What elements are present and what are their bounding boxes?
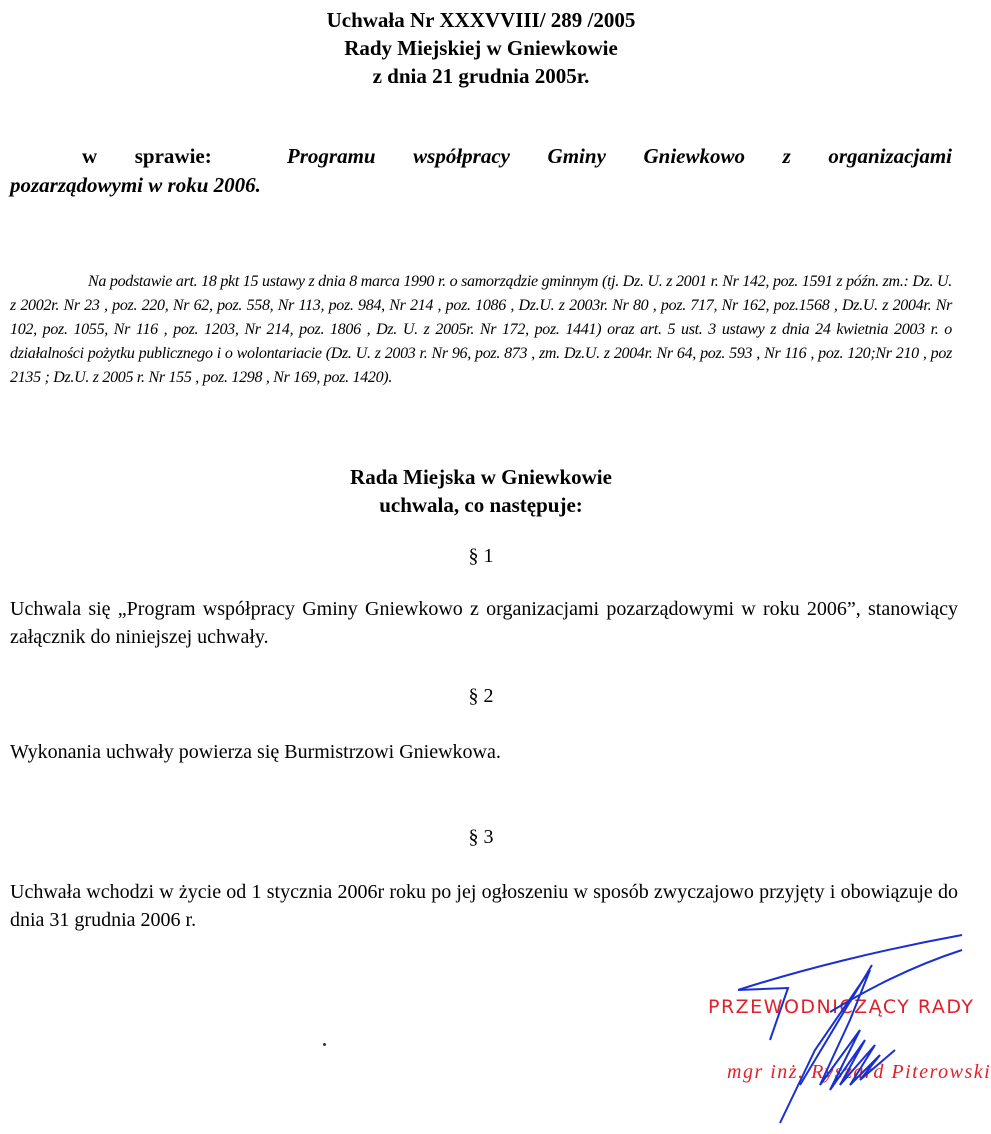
legal-basis-text: Na podstawie art. 18 pkt 15 ustawy z dnia 8 marca 1990 r. o samorządzie gminnym (tj. Dz. U. z 2001 r. Nr 142, poz. 1591 z późn. zm.: Dz. U. z 2002r. Nr 23 , poz. 220, Nr 62, poz. 558, Nr 113, poz. 984, Nr 214 , poz. 1086 , Dz.U. z 2003r. Nr 80 , poz. 717, Nr 162, poz.1568 , Dz.U. z 2004r. Nr 102, poz. 1055, Nr 116 , poz. 1203, Nr 214, poz. 1806 , Dz. U. z 2005r. Nr 172, poz. 1441) oraz art. 5 ust. 3 ustawy z dnia 24 kwietnia 2003 r. o działalności pożytku publicznego i o wolontariacie (Dz. U. z 2003 r. Nr 96, poz. 873 , zm. Dz.U. z 2004r. Nr 64, poz. 593 , Nr 116 , poz. 120;Nr 210 , poz 2135 ; Dz.U. z 2005 r. Nr 155 , poz. 1298 , Nr 169, poz. 1420). [10, 273, 952, 386]
scan-speck [323, 1043, 326, 1046]
legal-basis [10, 270, 952, 390]
subject-prefix: w sprawie: [82, 144, 212, 168]
council-name: Rada Miejska w Gniewkowie [350, 465, 612, 489]
subject-title-1: Programu współpracy Gminy Gniewkowo z organizacjami [286, 144, 952, 168]
signature [680, 940, 962, 1134]
stamp-title: PRZEWODNICZĄCY RADY [708, 996, 975, 1018]
resolution-number: Uchwała Nr XXXVVIII/ 289 /2005 [326, 8, 636, 32]
section-2-mark: § 2 [468, 685, 494, 707]
section-1-mark: § 1 [468, 545, 494, 567]
council-resolves: uchwala, co następuje: [379, 493, 583, 517]
section-1-text: Uchwala się „Program współpracy Gminy Gniewkowo z organizacjami pozarządowymi w roku 2006”, stanowiący załącznik do niniejszej uchwały. [10, 598, 958, 648]
issuing-body: Rady Miejskiej w Gniewkowie [344, 36, 618, 60]
resolution-header [0, 6, 962, 90]
subject-title-2: pozarządowymi w roku 2006. [10, 173, 261, 197]
resolution-date: z dnia 21 grudnia 2005r. [372, 64, 590, 88]
resolution-subject [10, 142, 952, 200]
section-3-mark: § 3 [468, 826, 494, 848]
section-3-text: Uchwała wchodzi w życie od 1 stycznia 2006r roku po jej ogłoszeniu w sposób zwyczajowo przyjęty i obowiązuje do dnia 31 grudnia 2006 r. [10, 881, 958, 931]
stamp-name: mgr inż. Ryszard Piterowski [727, 1061, 991, 1083]
section-2-text: Wykonania uchwały powierza się Burmistrzowi Gniewkowa. [10, 741, 501, 763]
council-heading [0, 463, 962, 519]
